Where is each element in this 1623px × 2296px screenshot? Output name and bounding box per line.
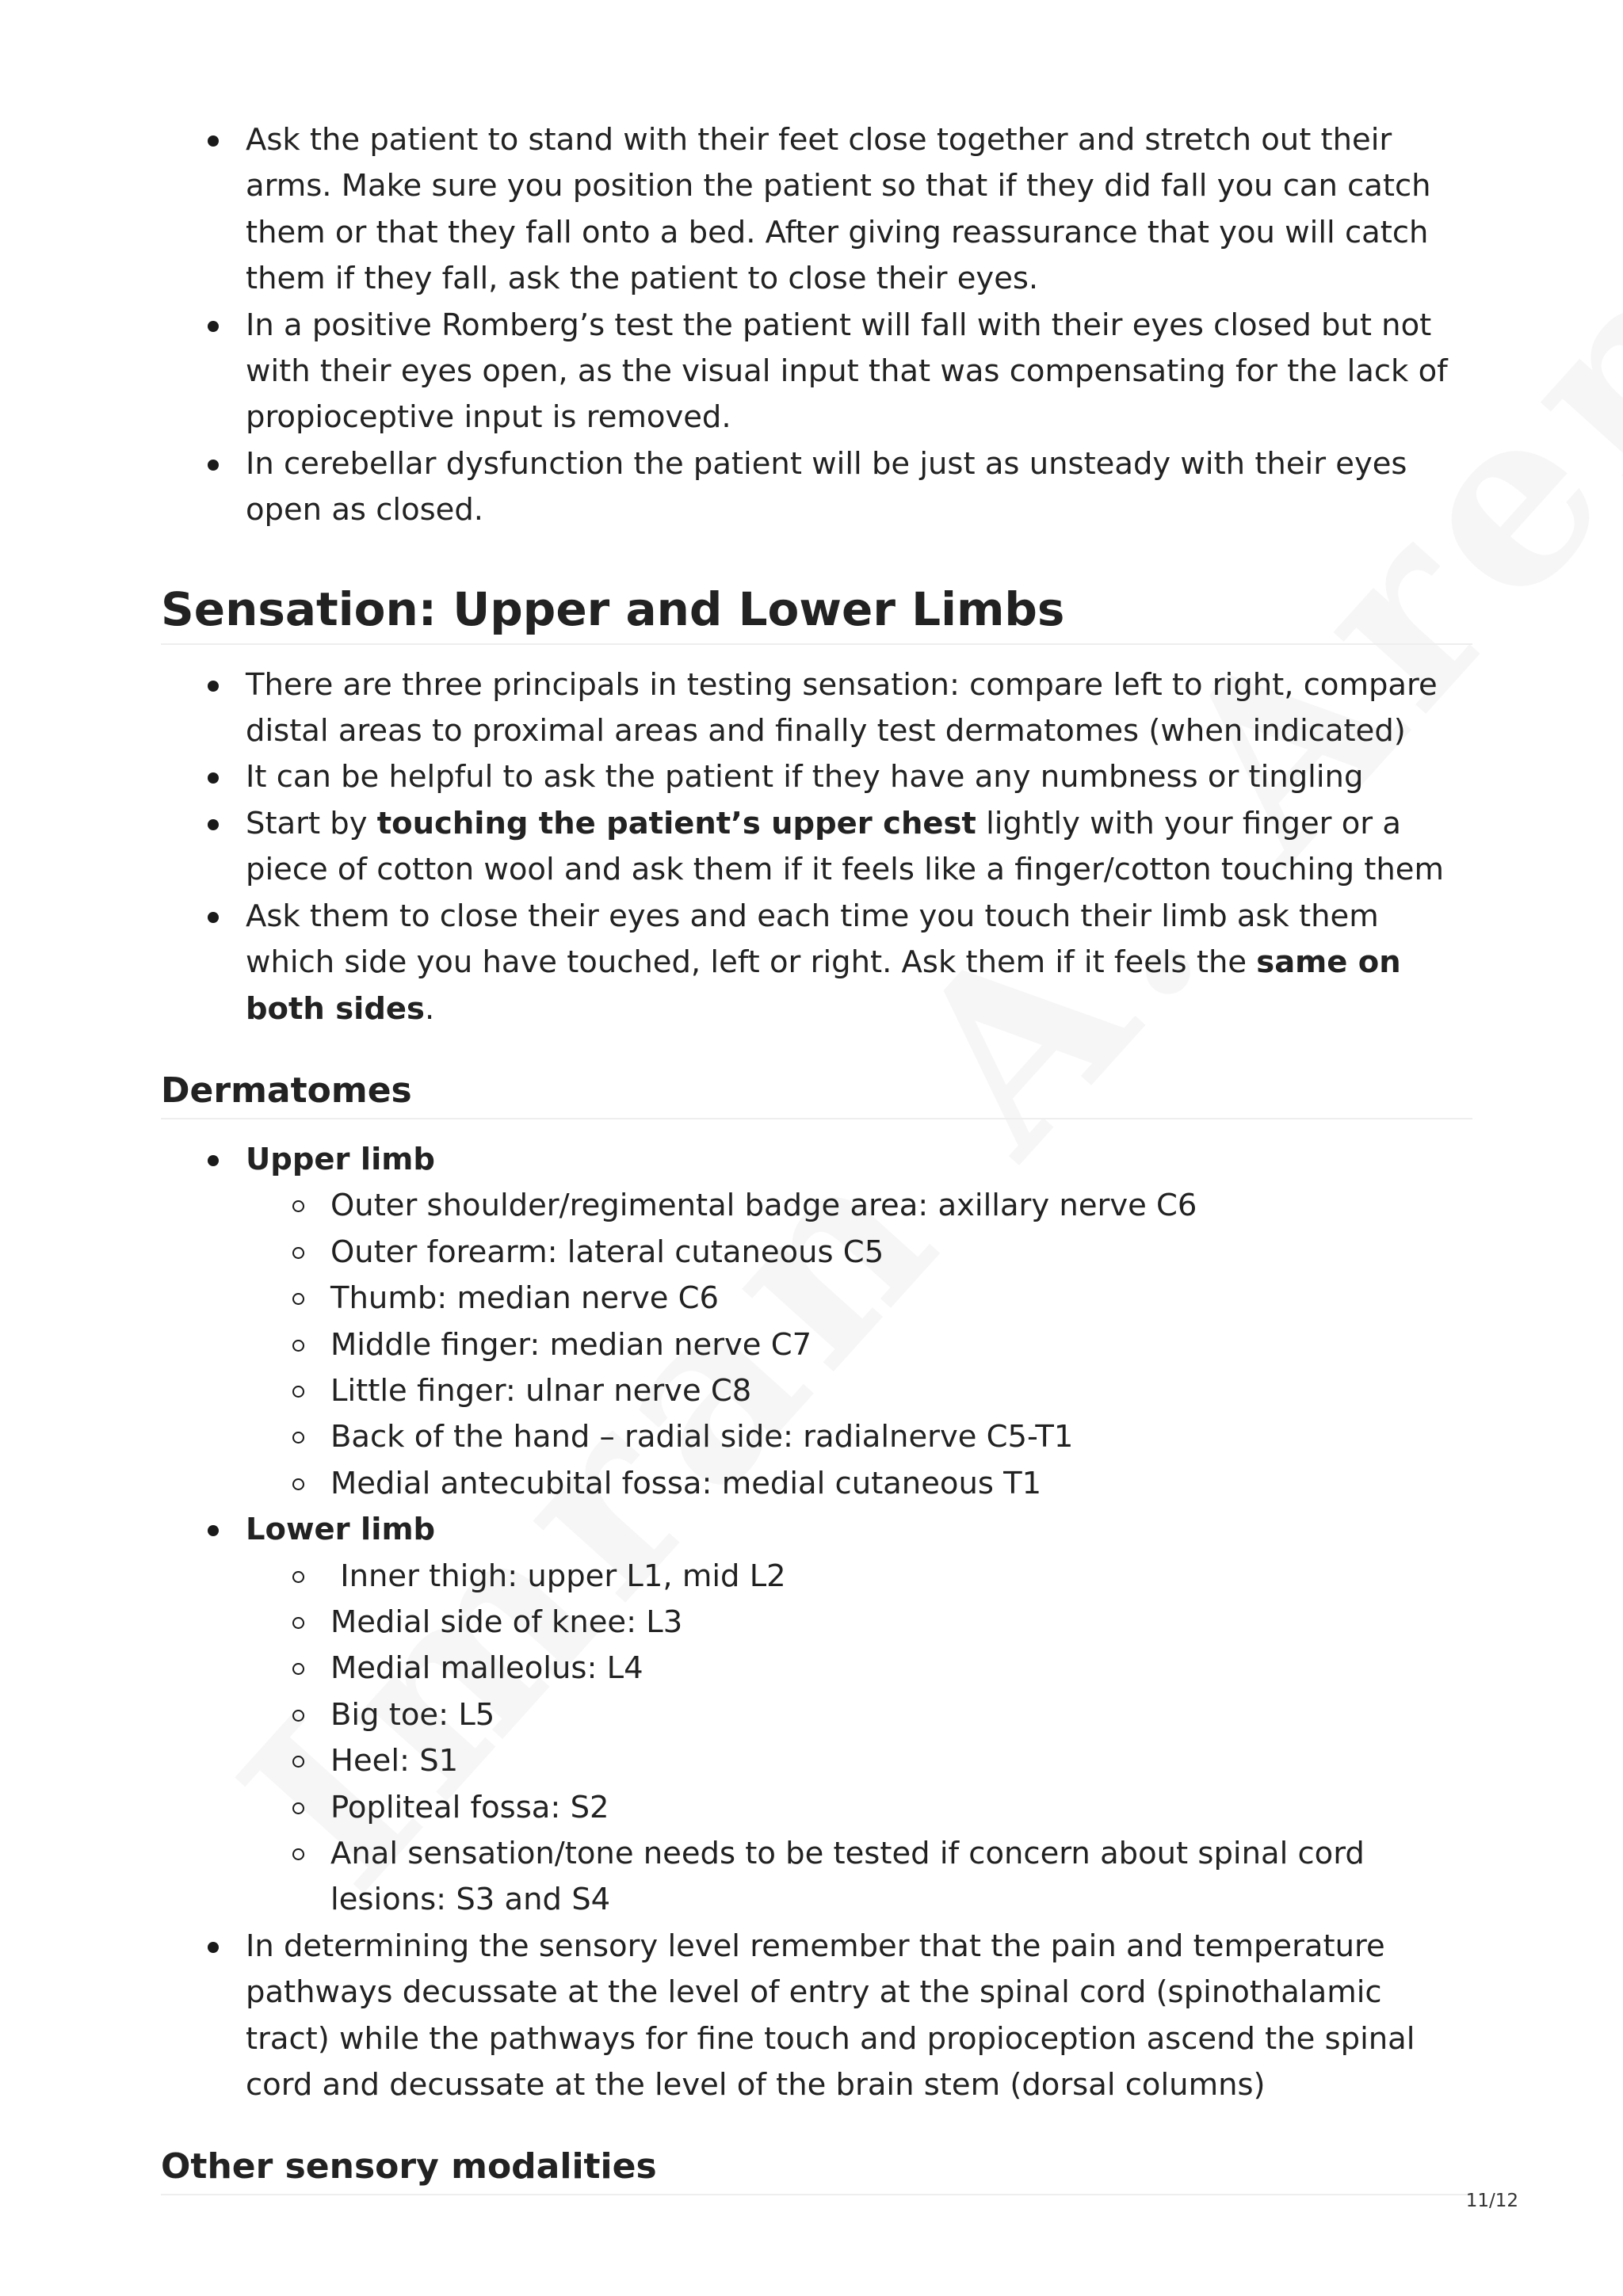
sublist-item: Middle finger: median nerve C7 — [246, 1322, 1472, 1368]
sublist-item: Thumb: median nerve C6 — [246, 1276, 1472, 1322]
page-content — [161, 117, 1472, 2195]
list-item-upper-limb — [161, 1137, 1472, 1507]
section-heading-dermatomes: Dermatomes — [161, 1069, 1472, 1119]
sublist-item: Medial side of knee: L3 — [246, 1600, 1472, 1646]
page-number: 11/12 — [1465, 2191, 1518, 2211]
text-run: lightly with your finger or a piece of cotton wool and ask them if it feels like a finger/cotton touching them — [246, 805, 1444, 888]
list-item: Ask the patient to stand with their feet close together and stretch out their arms. Make sure you position the patient so that if they did fall you can catch them or that they fall onto a bed. After giving reassurance that you will catch them if they fall, ask the patient to close their eyes. — [161, 117, 1472, 303]
text-run: Start by — [246, 805, 377, 841]
list-item: In cerebellar dysfunction the patient will be just as unsteady with their eyes open as closed. — [161, 441, 1472, 534]
list-item: There are three principals in testing sensation: compare left to right, compare distal areas to proximal areas and finally test dermatomes (when indicated) — [161, 662, 1472, 755]
sublist-item: Little finger: ulnar nerve C8 — [246, 1368, 1472, 1414]
list-item — [161, 801, 1472, 894]
dermatomes-list — [161, 1137, 1472, 2109]
sublist-item: Medial malleolus: L4 — [246, 1646, 1472, 1691]
section-heading-sensation: Sensation: Upper and Lower Limbs — [161, 582, 1472, 645]
sublist-item: Popliteal fossa: S2 — [246, 1785, 1472, 1831]
upper-limb-label: Upper limb — [246, 1141, 435, 1177]
list-item: In a positive Romberg’s test the patient will fall with their eyes closed but not with their eyes open, as the visual input that was compensating for the lack of propioceptive input is removed. — [161, 303, 1472, 441]
sublist-item: Medial antecubital fossa: medial cutaneous T1 — [246, 1461, 1472, 1507]
bold-text: touching the patient’s upper chest — [376, 805, 976, 841]
sensation-list — [161, 662, 1472, 1032]
text-run: . — [424, 990, 435, 1027]
sublist-item: Anal sensation/tone needs to be tested if concern about spinal cord lesions: S3 and S4 — [246, 1831, 1472, 1924]
sublist-item: Heel: S1 — [246, 1738, 1472, 1784]
romberg-list — [161, 117, 1472, 534]
section-heading-other-modalities: Other sensory modalities — [161, 2145, 1472, 2195]
upper-limb-sublist — [246, 1183, 1472, 1507]
lower-limb-label: Lower limb — [246, 1512, 436, 1548]
list-item — [161, 894, 1472, 1032]
sublist-item: Inner thigh: upper L1, mid L2 — [246, 1554, 1472, 1600]
sublist-item: Back of the hand – radial side: radialnerve C5-T1 — [246, 1414, 1472, 1460]
bold-text: same on both sides — [246, 944, 1401, 1027]
sublist-item: Outer shoulder/regimental badge area: axillary nerve C6 — [246, 1183, 1472, 1229]
text-run: Ask them to close their eyes and each time you touch their limb ask them which side you have touched, left or right. Ask them if it feels the — [246, 898, 1379, 981]
list-item: In determining the sensory level remember that the pain and temperature pathways decussate at the level of entry at the spinal cord (spinothalamic tract) while the pathways for fine touch and propioception ascend the spinal cord and decussate at the level of the brain stem (dorsal columns) — [161, 1924, 1472, 2109]
list-item-lower-limb — [161, 1507, 1472, 1924]
sublist-item: Big toe: L5 — [246, 1692, 1472, 1738]
lower-limb-sublist — [246, 1554, 1472, 1924]
list-item: It can be helpful to ask the patient if they have any numbness or tingling — [161, 754, 1472, 800]
sublist-item: Outer forearm: lateral cutaneous C5 — [246, 1230, 1472, 1276]
